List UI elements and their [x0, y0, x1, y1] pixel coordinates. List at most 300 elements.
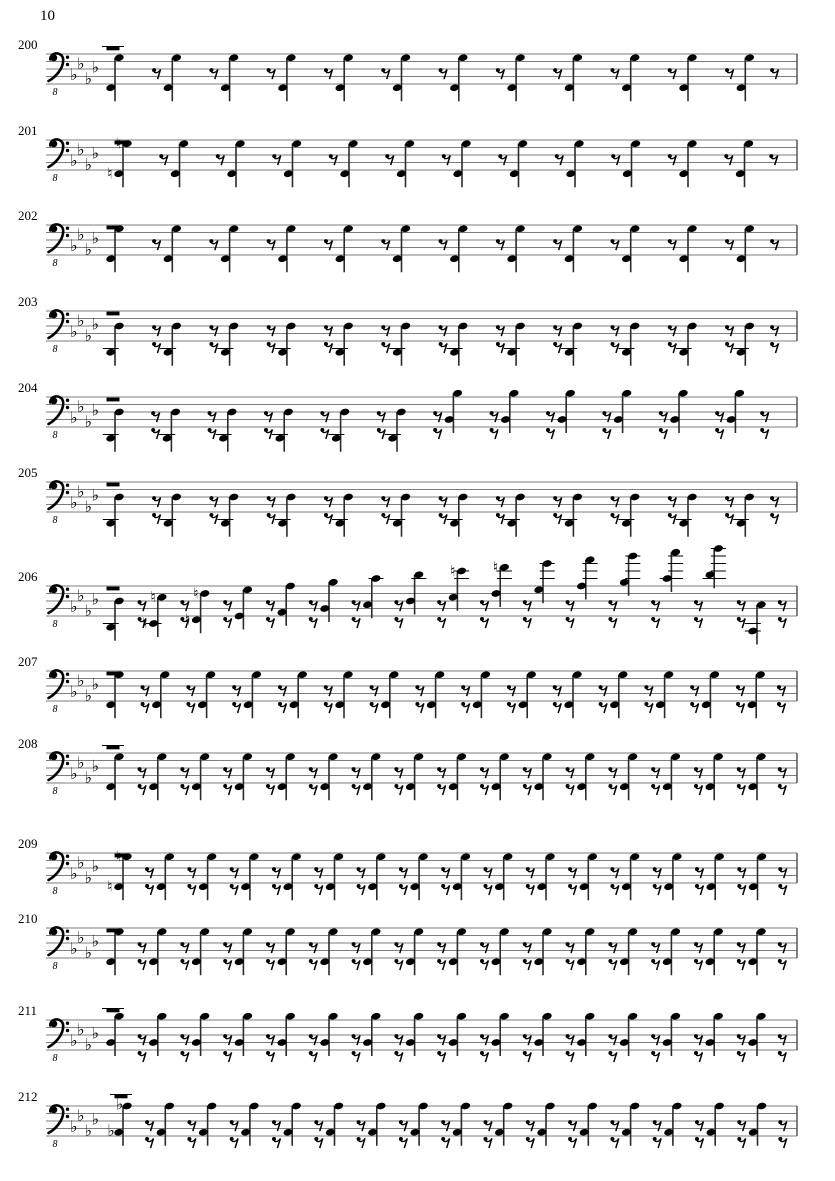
- eighth-rest-icon: [187, 884, 195, 895]
- natural-icon: ♮: [115, 847, 122, 866]
- eighth-rest-icon: [778, 942, 786, 953]
- chord: [362, 574, 383, 618]
- eighth-rest-icon: [770, 342, 778, 353]
- eighth-rest-icon: [496, 325, 504, 336]
- key-flat-icon: ♭: [84, 1120, 93, 1140]
- key-flat-icon: ♭: [77, 310, 85, 330]
- chord: [197, 670, 216, 718]
- eighth-rest-icon: [180, 942, 188, 953]
- octave-8-label: 8: [52, 886, 58, 897]
- flat-icon: ♭: [107, 1120, 115, 1140]
- chord: [703, 544, 726, 588]
- eighth-rest-icon: [599, 685, 607, 696]
- eighth-rest-icon: [152, 68, 160, 79]
- key-flat-icon: ♭: [84, 1034, 93, 1054]
- eighth-rest-icon: [394, 942, 402, 953]
- eighth-rest-icon: [599, 702, 607, 713]
- eighth-rest-icon: [159, 154, 167, 165]
- eighth-rest-icon: [381, 68, 389, 79]
- eighth-rest-icon: [441, 1137, 449, 1148]
- chord: [340, 139, 359, 187]
- octave-8-label: 8: [52, 961, 58, 972]
- eighth-rest-icon: [439, 496, 447, 507]
- key-flat-icon: ♭: [91, 314, 100, 334]
- eighth-rest-icon: [267, 68, 275, 79]
- chord: [283, 1102, 302, 1146]
- measure-number: 203: [18, 294, 38, 309]
- eighth-rest-icon: [439, 239, 447, 250]
- natural-icon: ♮: [107, 164, 113, 183]
- eighth-rest-icon: [611, 342, 619, 353]
- chord: [736, 53, 755, 101]
- chord: [405, 752, 424, 800]
- eighth-rest-icon: [272, 1120, 280, 1131]
- chord: [557, 389, 576, 433]
- chord: [405, 927, 424, 975]
- natural-icon: ♮: [107, 877, 113, 896]
- eighth-rest-icon: [394, 784, 402, 795]
- chord: [748, 1012, 767, 1056]
- eighth-rest-icon: [496, 513, 504, 524]
- eighth-rest-icon: [480, 1034, 488, 1045]
- chord: [103, 493, 125, 537]
- eighth-rest-icon: [209, 239, 217, 250]
- measure-number: 204: [18, 380, 38, 395]
- chord: [405, 1012, 424, 1056]
- eighth-rest-icon: [725, 239, 733, 250]
- staff-lines: [46, 225, 797, 255]
- chord: [701, 670, 720, 718]
- eighth-rest-icon: [272, 154, 280, 165]
- chord: [576, 752, 595, 800]
- eighth-rest-icon: [223, 617, 231, 628]
- eighth-rest-icon: [566, 784, 574, 795]
- chord: [676, 493, 698, 537]
- chord: [491, 927, 510, 975]
- eighth-rest-icon: [385, 154, 393, 165]
- key-flat-icon: ♭: [70, 493, 78, 512]
- measure-number: 207: [18, 654, 38, 669]
- measure-number: 201: [18, 123, 38, 138]
- key-flat-icon: ♭: [77, 139, 85, 159]
- eighth-rest-icon: [484, 884, 492, 895]
- chord: [619, 927, 638, 975]
- eighth-rest-icon: [209, 513, 217, 524]
- eighth-rest-icon: [608, 784, 616, 795]
- chord: [148, 752, 167, 800]
- bass-clef-icon: [49, 585, 70, 630]
- chord: [240, 1102, 259, 1146]
- eighth-rest-icon: [309, 600, 317, 611]
- system-212: [18, 1089, 797, 1150]
- measure-number: 202: [18, 208, 38, 223]
- chord: [662, 1012, 681, 1056]
- eighth-rest-icon: [309, 942, 317, 953]
- chord: [275, 322, 297, 366]
- key-flat-icon: ♭: [91, 856, 100, 876]
- eighth-rest-icon: [770, 513, 778, 524]
- eighth-rest-icon: [668, 68, 676, 79]
- eighth-rest-icon: [608, 1051, 616, 1062]
- eighth-rest-icon: [695, 867, 703, 878]
- key-flat-icon: ♭: [91, 931, 100, 951]
- octave-8-label: 8: [52, 786, 58, 797]
- eighth-rest-icon: [208, 428, 216, 439]
- eighth-rest-icon: [314, 884, 322, 895]
- eighth-rest-icon: [399, 1137, 407, 1148]
- chord: [163, 53, 182, 101]
- eighth-rest-icon: [230, 867, 238, 878]
- eighth-rest-icon: [437, 767, 445, 778]
- chord: [332, 493, 354, 537]
- eighth-rest-icon: [180, 959, 188, 970]
- eighth-rest-icon: [309, 959, 317, 970]
- chord: [240, 852, 259, 900]
- chord: [335, 53, 354, 101]
- chord: [504, 322, 526, 366]
- chord: [159, 408, 181, 452]
- key-signature: [70, 1020, 99, 1054]
- eighth-rest-icon: [737, 784, 745, 795]
- eighth-rest-icon: [216, 154, 224, 165]
- chord: [447, 493, 469, 537]
- bass-clef-icon: [49, 852, 70, 897]
- chord: [452, 852, 471, 900]
- key-flat-icon: ♭: [70, 322, 78, 341]
- natural-icon: ♮: [142, 614, 148, 633]
- chord: [726, 389, 745, 433]
- eighth-rest-icon: [223, 959, 231, 970]
- chord: [410, 852, 429, 900]
- chord: [660, 548, 683, 592]
- eighth-rest-icon: [266, 767, 274, 778]
- eighth-rest-icon: [324, 325, 332, 336]
- eighth-rest-icon: [357, 1137, 365, 1148]
- octave-8-label: 8: [52, 258, 58, 269]
- eighth-rest-icon: [553, 496, 561, 507]
- eighth-rest-icon: [272, 867, 280, 878]
- eighth-rest-icon: [694, 1034, 702, 1045]
- chord: [380, 670, 399, 718]
- octave-8-label: 8: [52, 344, 58, 355]
- chord: [106, 752, 125, 800]
- eighth-rest-icon: [352, 784, 360, 795]
- eighth-rest-icon: [553, 239, 561, 250]
- eighth-rest-icon: [187, 1137, 195, 1148]
- eighth-rest-icon: [770, 325, 778, 336]
- chord: [198, 852, 217, 900]
- eighth-rest-icon: [602, 411, 610, 422]
- eighth-rest-icon: [437, 784, 445, 795]
- eighth-rest-icon: [209, 325, 217, 336]
- octave-8-label: 8: [52, 619, 58, 630]
- chord: [198, 1102, 217, 1146]
- system-202: [18, 208, 797, 272]
- eighth-rest-icon: [138, 942, 146, 953]
- eighth-rest-icon: [778, 600, 786, 611]
- eighth-rest-icon: [138, 959, 146, 970]
- whole-rest-icon: [102, 1009, 124, 1013]
- eighth-rest-icon: [230, 884, 238, 895]
- eighth-rest-icon: [490, 428, 498, 439]
- eighth-rest-icon: [370, 702, 378, 713]
- key-flat-icon: ♭: [77, 396, 85, 416]
- chord: [396, 139, 415, 187]
- key-flat-icon: ♭: [91, 143, 100, 163]
- eighth-rest-icon: [439, 68, 447, 79]
- eighth-rest-icon: [736, 702, 744, 713]
- key-flat-icon: ♭: [77, 752, 85, 772]
- eighth-rest-icon: [694, 784, 702, 795]
- eighth-rest-icon: [314, 1137, 322, 1148]
- eighth-rest-icon: [264, 411, 272, 422]
- eighth-rest-icon: [352, 600, 360, 611]
- eighth-rest-icon: [608, 959, 616, 970]
- eighth-rest-icon: [523, 942, 531, 953]
- chord: [452, 1102, 471, 1146]
- eighth-rest-icon: [496, 342, 504, 353]
- natural-icon: ♮: [184, 610, 191, 629]
- eighth-rest-icon: [526, 1120, 534, 1131]
- eighth-rest-icon: [314, 1120, 322, 1131]
- eighth-rest-icon: [381, 325, 389, 336]
- eighth-rest-icon: [484, 1120, 492, 1131]
- chord: [191, 752, 210, 800]
- chord: [275, 493, 297, 537]
- chord: [392, 53, 411, 101]
- eighth-rest-icon: [611, 239, 619, 250]
- eighth-rest-icon: [737, 1120, 745, 1131]
- eighth-rest-icon: [439, 513, 447, 524]
- eighth-rest-icon: [668, 496, 676, 507]
- chord: [335, 670, 354, 718]
- eighth-rest-icon: [230, 1137, 238, 1148]
- chord: [447, 322, 469, 366]
- system-205: [18, 465, 797, 537]
- eighth-rest-icon: [480, 784, 488, 795]
- chord: [579, 1102, 598, 1146]
- eighth-rest-icon: [737, 617, 745, 628]
- eighth-rest-icon: [725, 325, 733, 336]
- eighth-rest-icon: [507, 685, 515, 696]
- chord: [277, 582, 296, 626]
- chord: [621, 53, 640, 101]
- eighth-rest-icon: [737, 884, 745, 895]
- chord: [217, 322, 239, 366]
- eighth-rest-icon: [433, 411, 441, 422]
- eighth-rest-icon: [187, 1120, 195, 1131]
- chord: [217, 493, 239, 537]
- eighth-rest-icon: [737, 600, 745, 611]
- eighth-rest-icon: [433, 428, 441, 439]
- chord: [389, 493, 411, 537]
- eighth-rest-icon: [523, 600, 531, 611]
- eighth-rest-icon: [272, 1137, 280, 1148]
- eighth-rest-icon: [553, 702, 561, 713]
- chord: [619, 1012, 638, 1056]
- key-signature: [70, 1106, 99, 1140]
- eighth-rest-icon: [209, 342, 217, 353]
- eighth-rest-icon: [309, 617, 317, 628]
- eighth-rest-icon: [644, 702, 652, 713]
- eighth-rest-icon: [209, 68, 217, 79]
- key-flat-icon: ♭: [77, 1105, 85, 1125]
- eighth-rest-icon: [357, 884, 365, 895]
- chord: [103, 408, 125, 452]
- measure-number: 200: [18, 37, 38, 52]
- eighth-rest-icon: [352, 767, 360, 778]
- chord: [107, 1095, 132, 1146]
- eighth-rest-icon: [546, 428, 554, 439]
- key-flat-icon: ♭: [70, 939, 78, 958]
- key-flat-icon: ♭: [77, 1019, 85, 1039]
- chord: [107, 135, 132, 188]
- eighth-rest-icon: [715, 428, 723, 439]
- chord: [320, 927, 339, 975]
- eighth-rest-icon: [324, 342, 332, 353]
- chord: [621, 852, 640, 900]
- octave-8-label: 8: [52, 1139, 58, 1150]
- chord: [663, 852, 682, 900]
- eighth-rest-icon: [694, 959, 702, 970]
- key-signature: [70, 482, 99, 516]
- eighth-rest-icon: [566, 767, 574, 778]
- eighth-rest-icon: [437, 617, 445, 628]
- key-flat-icon: ♭: [84, 411, 93, 431]
- chord: [106, 53, 125, 101]
- chord: [142, 588, 167, 637]
- chord: [156, 852, 175, 900]
- eighth-rest-icon: [145, 1137, 153, 1148]
- eighth-rest-icon: [777, 702, 785, 713]
- eighth-rest-icon: [394, 600, 402, 611]
- chord: [619, 752, 638, 800]
- octave-8-label: 8: [52, 430, 58, 441]
- chord: [619, 322, 641, 366]
- eighth-rest-icon: [695, 1120, 703, 1131]
- eighth-rest-icon: [611, 68, 619, 79]
- eighth-rest-icon: [266, 600, 274, 611]
- eighth-rest-icon: [651, 1051, 659, 1062]
- chord: [472, 670, 491, 718]
- eighth-rest-icon: [439, 325, 447, 336]
- key-flat-icon: ♭: [91, 400, 100, 420]
- eighth-rest-icon: [523, 1034, 531, 1045]
- natural-icon: ♮: [450, 561, 456, 580]
- eighth-rest-icon: [608, 942, 616, 953]
- eighth-rest-icon: [690, 685, 698, 696]
- eighth-rest-icon: [145, 1120, 153, 1131]
- chord: [609, 670, 628, 718]
- flat-icon: ♭: [115, 1094, 124, 1114]
- chord: [534, 927, 553, 975]
- key-signature: [70, 586, 99, 620]
- system-210: [18, 911, 797, 975]
- eighth-rest-icon: [725, 513, 733, 524]
- eighth-rest-icon: [778, 767, 786, 778]
- whole-rest-icon: [107, 587, 120, 591]
- eighth-rest-icon: [653, 884, 661, 895]
- eighth-rest-icon: [608, 617, 616, 628]
- eighth-rest-icon: [141, 702, 149, 713]
- chord: [500, 389, 519, 433]
- eighth-rest-icon: [399, 884, 407, 895]
- eighth-rest-icon: [566, 1034, 574, 1045]
- key-flat-icon: ♭: [84, 496, 93, 516]
- eighth-rest-icon: [659, 428, 667, 439]
- chord: [564, 670, 583, 718]
- chord: [362, 927, 381, 975]
- chord: [564, 224, 583, 272]
- eighth-rest-icon: [329, 154, 337, 165]
- natural-icon: ♮: [150, 588, 156, 607]
- eighth-rest-icon: [377, 428, 385, 439]
- chord: [509, 139, 528, 187]
- eighth-rest-icon: [668, 325, 676, 336]
- eighth-rest-icon: [138, 1051, 146, 1062]
- eighth-rest-icon: [152, 239, 160, 250]
- eighth-rest-icon: [381, 496, 389, 507]
- chord: [444, 389, 463, 433]
- key-flat-icon: ♭: [84, 767, 93, 787]
- eighth-rest-icon: [152, 513, 160, 524]
- system-209: [18, 836, 797, 900]
- eighth-rest-icon: [415, 685, 423, 696]
- chord: [389, 322, 411, 366]
- bass-clef-icon: [49, 139, 70, 184]
- eighth-rest-icon: [394, 767, 402, 778]
- eighth-rest-icon: [725, 68, 733, 79]
- key-flat-icon: ♭: [77, 53, 85, 73]
- chord: [106, 224, 125, 272]
- eighth-rest-icon: [370, 685, 378, 696]
- chord: [561, 322, 583, 366]
- eighth-rest-icon: [352, 942, 360, 953]
- chord: [537, 852, 556, 900]
- eighth-rest-icon: [770, 68, 778, 79]
- eighth-rest-icon: [668, 342, 676, 353]
- chord: [705, 927, 724, 975]
- eighth-rest-icon: [651, 959, 659, 970]
- chord: [619, 552, 640, 596]
- chord: [320, 1012, 339, 1056]
- eighth-rest-icon: [568, 884, 576, 895]
- system-201: [18, 123, 797, 187]
- key-signature: [70, 54, 99, 88]
- chord: [705, 1012, 724, 1056]
- staff-lines: [46, 311, 797, 341]
- eighth-rest-icon: [145, 867, 153, 878]
- chord: [160, 493, 182, 537]
- eighth-rest-icon: [138, 1034, 146, 1045]
- eighth-rest-icon: [138, 784, 146, 795]
- eighth-rest-icon: [736, 685, 744, 696]
- eighth-rest-icon: [267, 239, 275, 250]
- chord: [410, 1102, 429, 1146]
- chord: [504, 493, 526, 537]
- eighth-rest-icon: [523, 784, 531, 795]
- eighth-rest-icon: [230, 1120, 238, 1131]
- octave-8-label: 8: [52, 87, 58, 98]
- eighth-rest-icon: [610, 1120, 618, 1131]
- eighth-rest-icon: [381, 513, 389, 524]
- key-flat-icon: ♭: [84, 68, 93, 88]
- eighth-rest-icon: [272, 884, 280, 895]
- eighth-rest-icon: [568, 1120, 576, 1131]
- eighth-rest-icon: [381, 342, 389, 353]
- whole-rest-icon: [102, 746, 124, 750]
- bass-clef-icon: [49, 1019, 70, 1064]
